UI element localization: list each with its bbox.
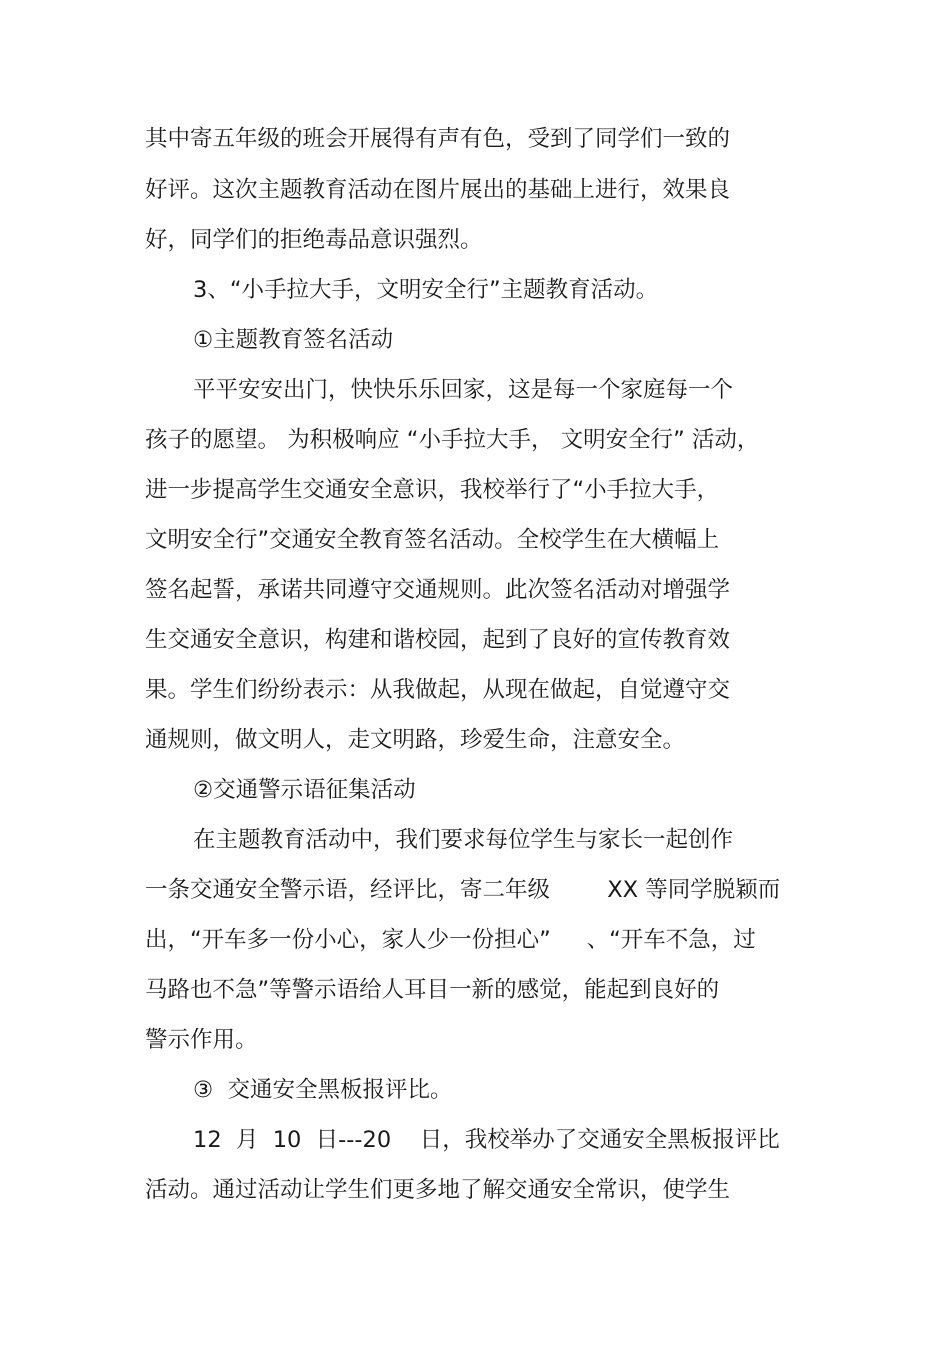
paragraph-line: 活动。通过活动让学生们更多地了解交通安全常识，使学生 (145, 1177, 731, 1203)
paragraph-line: 12 月 10 日---20 日，我校举办了交通安全黑板报评比 (193, 1127, 780, 1153)
subsection-heading: ③ 交通安全黑板报评比。 (193, 1077, 453, 1103)
paragraph-line: 其中寄五年级的班会开展得有声有色，受到了同学们一致的 (145, 126, 731, 152)
paragraph-line: 进一步提高学生交通安全意识，我校举行了“小手拉大手， (145, 477, 720, 503)
paragraph-line: 平平安安出门，快快乐乐回家，这是每一个家庭每一个 (193, 377, 734, 403)
subsection-heading: ②交通警示语征集活动 (193, 777, 416, 803)
paragraph-line: 警示作用。 (145, 1027, 258, 1053)
paragraph-line: 果。学生们纷纷表示：从我做起，从现在做起，自觉遵守交 (145, 677, 731, 703)
paragraph-line: 通规则，做文明人，走文明路，珍爱生命，注意安全。 (145, 727, 686, 753)
paragraph-line: 在主题教育活动中，我们要求每位学生与家长一起创作 (193, 827, 734, 853)
paragraph-line: 生交通安全意识，构建和谐校园，起到了良好的宣传教育效 (145, 627, 731, 653)
paragraph-line: 签名起誓，承诺共同遵守交通规则。此次签名活动对增强学 (145, 577, 731, 603)
paragraph-line: 出，“开车多一份小心，家人少一份担心” 、“开车不急，过 (145, 927, 756, 953)
subsection-heading: ①主题教育签名活动 (193, 327, 394, 353)
paragraph-line: 孩子的愿望。 为积极响应 “小手拉大手， 文明安全行” 活动， (145, 427, 760, 453)
paragraph-line: 文明安全行”交通安全教育签名活动。全校学生在大横幅上 (145, 527, 720, 553)
paragraph-line: 马路也不急”等警示语给人耳目一新的感觉，能起到良好的 (145, 977, 720, 1003)
paragraph-line: 好，同学们的拒绝毒品意识强烈。 (145, 227, 483, 253)
paragraph-line: 好评。这次主题教育活动在图片展出的基础上进行，效果良 (145, 177, 731, 203)
paragraph-line: 一条交通安全警示语，经评比，寄二年级 XX 等同学脱颖而 (145, 877, 781, 903)
section-heading: 3、“小手拉大手，文明安全行”主题教育活动。 (193, 277, 659, 303)
